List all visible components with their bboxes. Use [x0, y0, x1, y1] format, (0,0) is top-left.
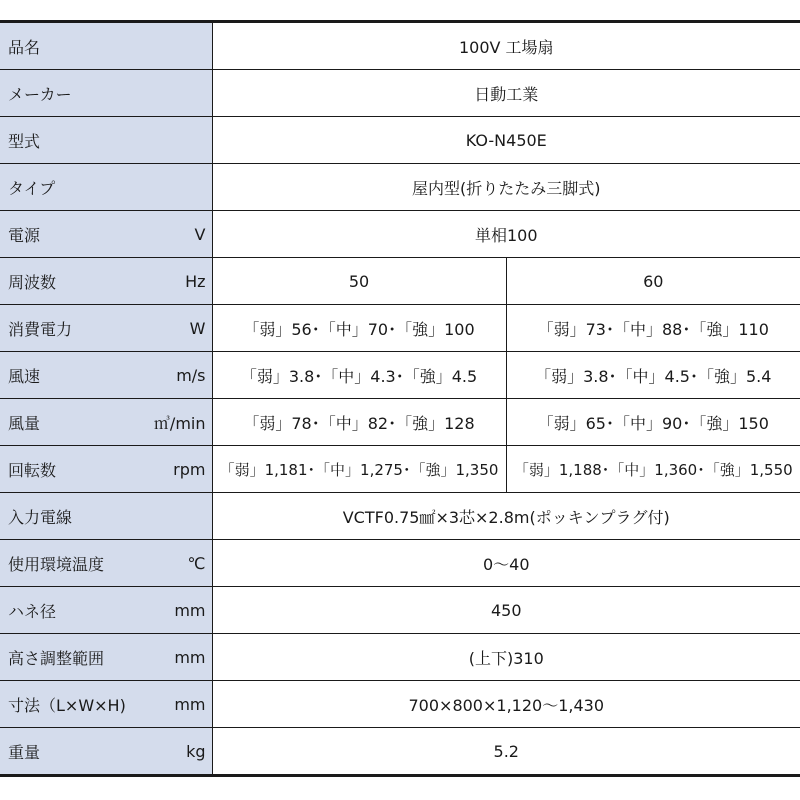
row-value: 5.2	[212, 728, 800, 776]
row-label: 風速	[8, 366, 41, 386]
row-label: 使用環境温度	[8, 554, 105, 574]
row-label: 高さ調整範囲	[8, 648, 105, 668]
row-header	[0, 70, 212, 117]
value-50hz: 「弱」1,181･「中」1,275･「強」1,350	[212, 446, 506, 493]
row-label: 周波数	[8, 272, 57, 292]
row-unit: Hz	[185, 271, 206, 291]
row-header	[0, 352, 212, 399]
row-value: 屋内型(折りたたみ三脚式)	[212, 164, 800, 211]
row-header	[0, 164, 212, 211]
row-operating-temperature	[0, 540, 800, 587]
row-power-consumption	[0, 305, 800, 352]
value-50hz: 「弱」78･「中」82･「強」128	[212, 399, 506, 446]
row-header	[0, 446, 212, 493]
row-maker	[0, 70, 800, 117]
row-unit: kg	[186, 741, 206, 761]
row-dimensions	[0, 681, 800, 728]
row-frequency	[0, 258, 800, 305]
row-unit: V	[194, 224, 206, 244]
row-header	[0, 493, 212, 540]
row-label: ハネ径	[8, 601, 57, 621]
row-value: 450	[212, 587, 800, 634]
row-rotation-speed	[0, 446, 800, 493]
row-value: 700×800×1,120～1,430	[212, 681, 800, 728]
row-value: 0～40	[212, 540, 800, 587]
row-label: 電源	[8, 225, 41, 245]
row-header	[0, 681, 212, 728]
row-header	[0, 540, 212, 587]
row-unit: ℃	[187, 553, 206, 573]
row-header	[0, 211, 212, 258]
row-product-name	[0, 22, 800, 70]
row-label: 回転数	[8, 460, 57, 480]
row-label: 品名	[8, 37, 41, 57]
row-label: メーカー	[8, 84, 72, 104]
spec-table	[0, 20, 800, 777]
row-header	[0, 305, 212, 352]
row-header	[0, 399, 212, 446]
row-unit: m/s	[176, 365, 206, 385]
value-50hz: 50	[212, 258, 506, 305]
value-60hz: 「弱」65･「中」90･「強」150	[506, 399, 800, 446]
row-air-volume	[0, 399, 800, 446]
value-50hz: 「弱」3.8･「中」4.3･「強」4.5	[212, 352, 506, 399]
row-model	[0, 117, 800, 164]
row-label: 型式	[8, 131, 41, 151]
row-label: 重量	[8, 742, 41, 762]
row-unit: W	[189, 318, 206, 338]
row-value: VCTF0.75㎟×3芯×2.8m(ポッキンプラグ付)	[212, 493, 800, 540]
row-header	[0, 117, 212, 164]
value-60hz: 「弱」73･「中」88･「強」110	[506, 305, 800, 352]
row-input-cable	[0, 493, 800, 540]
row-value: 100V 工場扇	[212, 22, 800, 70]
row-value: 日動工業	[212, 70, 800, 117]
row-unit: mm	[174, 694, 206, 714]
row-value: (上下)310	[212, 634, 800, 681]
value-50hz: 「弱」56･「中」70･「強」100	[212, 305, 506, 352]
row-header	[0, 587, 212, 634]
value-60hz: 「弱」1,188･「中」1,360･「強」1,550	[506, 446, 800, 493]
row-unit: mm	[174, 600, 206, 620]
row-type	[0, 164, 800, 211]
row-weight	[0, 728, 800, 776]
row-value: 単相100	[212, 211, 800, 258]
row-height-adjustment	[0, 634, 800, 681]
value-60hz: 「弱」3.8･「中」4.5･「強」5.4	[506, 352, 800, 399]
row-unit: ㎥/min	[153, 413, 206, 433]
row-unit: mm	[174, 647, 206, 667]
value-60hz: 60	[506, 258, 800, 305]
row-label: タイプ	[8, 178, 56, 198]
row-blade-diameter	[0, 587, 800, 634]
row-unit: rpm	[173, 459, 206, 479]
row-label: 寸法（L×W×H)	[8, 695, 126, 715]
row-header	[0, 22, 212, 70]
row-label: 風量	[8, 413, 41, 433]
row-label: 消費電力	[8, 319, 73, 339]
row-label: 入力電線	[8, 507, 73, 527]
row-wind-speed	[0, 352, 800, 399]
row-value: KO-N450E	[212, 117, 800, 164]
row-power-supply	[0, 211, 800, 258]
row-header	[0, 728, 212, 776]
row-header	[0, 634, 212, 681]
row-header	[0, 258, 212, 305]
